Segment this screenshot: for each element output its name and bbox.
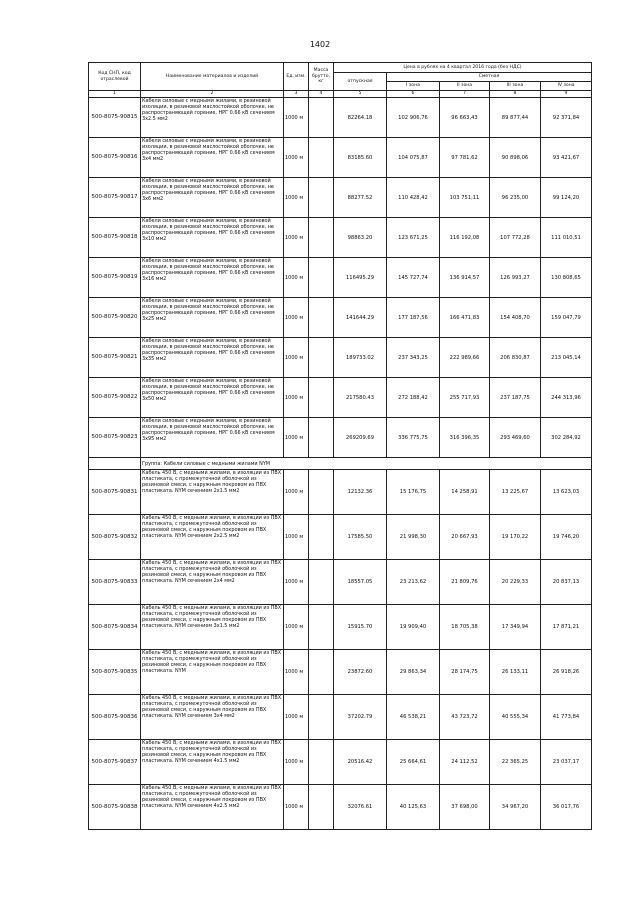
price-release: 88277.52	[334, 178, 387, 218]
item-name-text: Кабели силовые с медными жилами, в резиновой изоляции, в резиновой маслостойкой оболочке, не распространяющей горение, НРГ 0.66 кВ сечением 3х25 мм2	[142, 298, 275, 322]
price-zone-1: 29 863,34	[387, 650, 440, 695]
table-row	[89, 785, 592, 830]
price-zone-4: 13 623,03	[541, 470, 592, 515]
price-zone-2: 96 663,43	[440, 98, 490, 138]
item-code: 500-8075-90818	[89, 218, 141, 258]
price-zone-2: 116 192,08	[440, 218, 490, 258]
price-zone-4: 17 871,21	[541, 605, 592, 650]
item-unit: 1000 м	[284, 218, 309, 258]
header-release: отпускная	[334, 73, 387, 91]
item-name	[141, 650, 284, 695]
item-name	[141, 378, 284, 418]
price-zone-4: 20 837,13	[541, 560, 592, 605]
price-zone-1: 46 538,21	[387, 695, 440, 740]
table-body-rubber-cables	[89, 98, 592, 458]
item-mass	[309, 515, 334, 560]
item-unit: 1000 м	[284, 418, 309, 458]
item-code: 500-8075-90836	[89, 695, 141, 740]
item-name-text: Кабели силовые с медными жилами, в резиновой изоляции, в резиновой маслостойкой оболочке, не распространяющей горение, НРГ 0.66 кВ сечением 3х50 мм2	[142, 378, 275, 402]
price-zone-4: 23 037,17	[541, 740, 592, 785]
item-mass	[309, 418, 334, 458]
price-zone-2: 316 396,35	[440, 418, 490, 458]
price-zone-1: 237 343,25	[387, 338, 440, 378]
item-mass	[309, 560, 334, 605]
price-zone-2: 28 174,75	[440, 650, 490, 695]
item-name-text: Кабели силовые с медными жилами, в резиновой изоляции, в резиновой маслостойкой оболочке, не распространяющей горение, НРГ 0.66 кВ сечением 3х10 мм2	[142, 218, 275, 242]
price-zone-1: 336 775,75	[387, 418, 440, 458]
table-row	[89, 695, 592, 740]
price-zone-1: 15 176,75	[387, 470, 440, 515]
header-zone-3: III зона	[490, 82, 541, 91]
price-zone-2: 20 667,93	[440, 515, 490, 560]
item-code: 500-8075-90834	[89, 605, 141, 650]
price-zone-2: 37 698,00	[440, 785, 490, 830]
header-price-title: Цена в рублях на 4 квартал 2016 года (без НДС)	[334, 63, 592, 73]
price-zone-4: 111 010,51	[541, 218, 592, 258]
item-name-text: Кабели силовые с медными жилами, в резиновой изоляции, в резиновой маслостойкой оболочке, не распространяющей горение, НРГ 0.66 кВ сечением 3х35 мм2	[142, 338, 275, 362]
item-name	[141, 418, 284, 458]
item-unit: 1000 м	[284, 605, 309, 650]
item-name-text: Кабель 450 В, с медными жилами, в изоляции из ПВХ пластиката, с промежуточной оболочкой из резиновой смеси, с наружным покровом из ПВХ пластиката. NYM сечением 3х4 мм2	[142, 695, 282, 719]
item-mass	[309, 470, 334, 515]
header-code: Код СНП, код отраслевой	[89, 63, 141, 91]
header-mass: Масса брутто, кг	[309, 63, 334, 91]
price-release: 37202.79	[334, 695, 387, 740]
price-zone-3: 19 170,22	[490, 515, 541, 560]
item-mass	[309, 218, 334, 258]
item-code: 500-8075-90831	[89, 470, 141, 515]
item-name	[141, 740, 284, 785]
price-release: 269209.69	[334, 418, 387, 458]
price-release: 32076.61	[334, 785, 387, 830]
price-zone-3: 293 469,60	[490, 418, 541, 458]
item-code: 500-8075-90820	[89, 298, 141, 338]
price-zone-3: 13 225,67	[490, 470, 541, 515]
item-code: 500-8075-90816	[89, 138, 141, 178]
item-unit: 1000 м	[284, 515, 309, 560]
table-body-nym-cables	[89, 470, 592, 830]
item-code: 500-8075-90832	[89, 515, 141, 560]
price-zone-1: 21 998,30	[387, 515, 440, 560]
item-code: 500-8075-90817	[89, 178, 141, 218]
item-mass	[309, 178, 334, 218]
item-name	[141, 785, 284, 830]
table-row	[89, 338, 592, 378]
col-number: 6	[387, 91, 440, 98]
item-name-text: Кабель 450 В, с медными жилами, в изоляции из ПВХ пластиката, с промежуточной оболочкой из резиновой смеси, с наружным покровом из ПВХ пластиката. NYM	[142, 650, 282, 674]
price-zone-4: 130 808,65	[541, 258, 592, 298]
item-code: 500-8075-90823	[89, 418, 141, 458]
col-number: 9	[541, 91, 592, 98]
item-name-text: Кабели силовые с медными жилами, в резиновой изоляции, в резиновой маслостойкой оболочке, не распространяющей горение, НРГ 0.66 кВ сечением 3х4 мм2	[142, 138, 275, 162]
price-release: 23872.60	[334, 650, 387, 695]
price-zone-2: 21 809,76	[440, 560, 490, 605]
price-zone-3: 34 967,20	[490, 785, 541, 830]
price-zone-1: 40 125,63	[387, 785, 440, 830]
price-release: 18557.05	[334, 560, 387, 605]
item-name-text: Кабель 450 В, с медными жилами, в изоляции из ПВХ пластиката, с промежуточной оболочкой из резиновой смеси, с наружным покровом из ПВХ пластиката. NYM сечением 3х1.5 мм2	[142, 605, 282, 629]
price-release: 12132.36	[334, 470, 387, 515]
col-number: 7	[440, 91, 490, 98]
table-row	[89, 258, 592, 298]
price-zone-1: 177 187,56	[387, 298, 440, 338]
price-zone-3: 17 349,94	[490, 605, 541, 650]
price-zone-3: 126 993,27	[490, 258, 541, 298]
price-zone-2: 24 112,52	[440, 740, 490, 785]
item-unit: 1000 м	[284, 650, 309, 695]
item-name-text: Кабели силовые с медными жилами, в резиновой изоляции, в резиновой маслостойкой оболочке, не распространяющей горение, НРГ 0.66 кВ сечением 3х2.5 мм2	[142, 98, 275, 122]
header-zone-4: IV зона	[541, 82, 592, 91]
price-zone-1: 102 906,76	[387, 98, 440, 138]
price-zone-3: 107 772,28	[490, 218, 541, 258]
price-zone-3: 237 187,75	[490, 378, 541, 418]
item-mass	[309, 605, 334, 650]
item-name	[141, 138, 284, 178]
item-code: 500-8075-90821	[89, 338, 141, 378]
table-row	[89, 605, 592, 650]
item-name	[141, 178, 284, 218]
price-release: 17585.50	[334, 515, 387, 560]
price-release: 116495.29	[334, 258, 387, 298]
item-code: 500-8075-90837	[89, 740, 141, 785]
item-unit: 1000 м	[284, 695, 309, 740]
item-name	[141, 560, 284, 605]
item-code: 500-8075-90815	[89, 98, 141, 138]
header-zone-2: II зона	[440, 82, 490, 91]
price-zone-3: 206 830,87	[490, 338, 541, 378]
item-name	[141, 258, 284, 298]
table-row	[89, 515, 592, 560]
item-mass	[309, 378, 334, 418]
price-zone-1: 145 727,74	[387, 258, 440, 298]
item-name	[141, 695, 284, 740]
price-zone-3: 89 877,44	[490, 98, 541, 138]
col-number: 2	[141, 91, 284, 98]
price-zone-4: 213 045,14	[541, 338, 592, 378]
col-number: 4	[309, 91, 334, 98]
price-zone-4: 244 313,96	[541, 378, 592, 418]
table-row	[89, 470, 592, 515]
item-mass	[309, 258, 334, 298]
col-number: 8	[490, 91, 541, 98]
item-name-text: Кабель 450 В, с медными жилами, в изоляции из ПВХ пластиката, с промежуточной оболочкой из резиновой смеси, с наружным покровом из ПВХ пластиката. NYM сечением 4х2.5 мм2	[142, 785, 282, 809]
price-table	[88, 62, 592, 830]
price-zone-3: 22 365,25	[490, 740, 541, 785]
col-number: 1	[89, 91, 141, 98]
item-unit: 1000 м	[284, 138, 309, 178]
item-name-text: Кабель 450 В, с медными жилами, в изоляции из ПВХ пластиката, с промежуточной оболочкой из резиновой смеси, с наружным покровом из ПВХ пластиката. NYM сечением 2х1.5 мм2	[142, 470, 282, 494]
col-number: 3	[284, 91, 309, 98]
item-mass	[309, 740, 334, 785]
item-unit: 1000 м	[284, 470, 309, 515]
price-zone-1: 19 909,40	[387, 605, 440, 650]
col-number: 5	[334, 91, 387, 98]
item-name-text: Кабели силовые с медными жилами, в резиновой изоляции, в резиновой маслостойкой оболочке, не распространяющей горение, НРГ 0.66 кВ сечением 3х16 мм2	[142, 258, 275, 282]
table-row	[89, 378, 592, 418]
price-zone-2: 222 989,66	[440, 338, 490, 378]
price-release: 20516.42	[334, 740, 387, 785]
item-name	[141, 98, 284, 138]
item-mass	[309, 338, 334, 378]
item-name	[141, 298, 284, 338]
price-zone-3: 20 229,33	[490, 560, 541, 605]
table-row	[89, 740, 592, 785]
header-estimate: Сметная	[387, 73, 592, 82]
page-number: 1402	[309, 40, 331, 49]
item-unit: 1000 м	[284, 98, 309, 138]
header-name: Наименование материалов и изделий	[141, 63, 284, 91]
item-mass	[309, 298, 334, 338]
item-unit: 1000 м	[284, 560, 309, 605]
price-release: 98863.20	[334, 218, 387, 258]
price-zone-3: 90 898,06	[490, 138, 541, 178]
price-zone-1: 23 213,62	[387, 560, 440, 605]
table-row	[89, 218, 592, 258]
item-mass	[309, 785, 334, 830]
item-unit: 1000 м	[284, 298, 309, 338]
header-zone-1: I зона	[387, 82, 440, 91]
item-unit: 1000 м	[284, 740, 309, 785]
price-zone-1: 104 075,87	[387, 138, 440, 178]
price-zone-1: 123 671,25	[387, 218, 440, 258]
item-unit: 1000 м	[284, 338, 309, 378]
price-zone-4: 99 124,20	[541, 178, 592, 218]
price-zone-4: 26 918,26	[541, 650, 592, 695]
table-row	[89, 178, 592, 218]
price-zone-3: 154 408,70	[490, 298, 541, 338]
item-code: 500-8075-90835	[89, 650, 141, 695]
price-zone-2: 43 723,72	[440, 695, 490, 740]
price-zone-2: 97 781,62	[440, 138, 490, 178]
item-name-text: Кабели силовые с медными жилами, в резиновой изоляции, в резиновой маслостойкой оболочке, не распространяющей горение, НРГ 0.66 кВ сечением 3х95 мм2	[142, 418, 275, 442]
table-row	[89, 418, 592, 458]
price-release: 141644.29	[334, 298, 387, 338]
item-name-text: Кабель 450 В, с медными жилами, в изоляции из ПВХ пластиката, с промежуточной оболочкой из резиновой смеси, с наружным покровом из ПВХ пластиката. NYM сечением 2х4 мм2	[142, 560, 282, 584]
price-zone-2: 166 471,83	[440, 298, 490, 338]
item-code: 500-8075-90838	[89, 785, 141, 830]
table-body-group	[89, 458, 592, 470]
item-name	[141, 515, 284, 560]
header-unit: Ед. изм.	[284, 63, 309, 91]
item-mass	[309, 138, 334, 178]
item-unit: 1000 м	[284, 258, 309, 298]
price-zone-2: 14 258,91	[440, 470, 490, 515]
price-zone-1: 110 428,42	[387, 178, 440, 218]
price-release: 189733.02	[334, 338, 387, 378]
group-row	[89, 458, 592, 470]
item-name	[141, 218, 284, 258]
price-zone-2: 255 717,93	[440, 378, 490, 418]
item-mass	[309, 650, 334, 695]
item-code: 500-8075-90819	[89, 258, 141, 298]
table-row	[89, 98, 592, 138]
price-zone-4: 41 773,84	[541, 695, 592, 740]
table-row	[89, 560, 592, 605]
group-title: Группа: Кабели силовые с медными жилами NYM	[141, 458, 592, 470]
item-unit: 1000 м	[284, 178, 309, 218]
item-mass	[309, 98, 334, 138]
price-zone-4: 19 746,20	[541, 515, 592, 560]
table-row	[89, 298, 592, 338]
price-zone-2: 18 705,38	[440, 605, 490, 650]
price-zone-4: 159 047,79	[541, 298, 592, 338]
price-zone-3: 26 133,11	[490, 650, 541, 695]
item-name-text: Кабели силовые с медными жилами, в резиновой изоляции, в резиновой маслостойкой оболочке, не распространяющей горение, НРГ 0.66 кВ сечением 3х6 мм2	[142, 178, 275, 202]
price-zone-3: 96 235,00	[490, 178, 541, 218]
table-row	[89, 138, 592, 178]
column-number-row	[89, 91, 592, 98]
price-release: 83185.60	[334, 138, 387, 178]
price-release: 15915.70	[334, 605, 387, 650]
item-unit: 1000 м	[284, 785, 309, 830]
price-zone-2: 103 751,11	[440, 178, 490, 218]
price-zone-4: 93 421,67	[541, 138, 592, 178]
price-zone-1: 25 664,61	[387, 740, 440, 785]
item-unit: 1000 м	[284, 378, 309, 418]
item-code: 500-8075-90822	[89, 378, 141, 418]
price-zone-4: 92 371,84	[541, 98, 592, 138]
price-zone-4: 36 017,76	[541, 785, 592, 830]
price-release: 217580.43	[334, 378, 387, 418]
price-zone-1: 272 188,42	[387, 378, 440, 418]
table-row	[89, 650, 592, 695]
item-name	[141, 605, 284, 650]
item-name-text: Кабель 450 В, с медными жилами, в изоляции из ПВХ пластиката, с промежуточной оболочкой из резиновой смеси, с наружным покровом из ПВХ пластиката. NYM сечением 2х2.5 мм2	[142, 515, 282, 539]
item-name-text: Кабель 450 В, с медными жилами, в изоляции из ПВХ пластиката, с промежуточной оболочкой из резиновой смеси, с наружным покровом из ПВХ пластиката. NYM сечением 4х1.5 мм2	[142, 740, 282, 764]
item-name	[141, 470, 284, 515]
price-zone-3: 40 555,34	[490, 695, 541, 740]
price-zone-2: 136 914,57	[440, 258, 490, 298]
price-zone-4: 302 284,92	[541, 418, 592, 458]
item-name	[141, 338, 284, 378]
item-code: 500-8075-90833	[89, 560, 141, 605]
item-mass	[309, 695, 334, 740]
price-release: 82264.18	[334, 98, 387, 138]
